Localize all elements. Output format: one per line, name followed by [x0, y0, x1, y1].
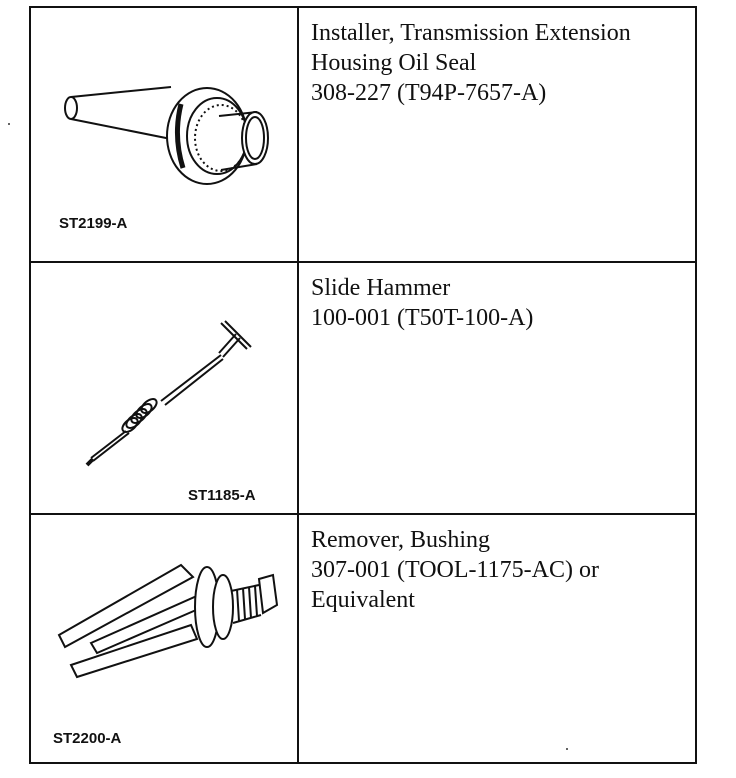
slide-hammer-icon [31, 263, 297, 513]
tool-illustration-cell [31, 8, 299, 261]
tool-description [299, 8, 695, 261]
figure-code: ST2200-A [53, 730, 122, 747]
tool-part-number: 307-001 (TOOL-1175-AC) or [311, 557, 599, 583]
tool-name: Slide Hammer [311, 275, 451, 301]
tool-name: Installer, Transmission Extension [311, 20, 631, 46]
bushing-remover-icon [31, 515, 297, 760]
tool-part-number: 100-001 (T50T-100-A) [311, 305, 534, 331]
table-row [31, 515, 695, 762]
tool-illustration-cell [31, 515, 299, 762]
tool-name-continued: Housing Oil Seal [311, 50, 477, 76]
figure-code: ST2199-A [59, 215, 128, 232]
tool-illustration-cell [31, 263, 299, 513]
special-tools-table [29, 6, 697, 764]
table-row [31, 8, 695, 263]
tool-equivalent-note: Equivalent [311, 587, 415, 613]
tool-part-number: 308-227 (T94P-7657-A) [311, 80, 547, 106]
tool-name: Remover, Bushing [311, 527, 491, 553]
stray-mark [8, 123, 10, 125]
table-row [31, 263, 695, 515]
tool-description [299, 515, 695, 762]
figure-code: ST1185-A [188, 487, 256, 504]
tool-description [299, 263, 695, 513]
